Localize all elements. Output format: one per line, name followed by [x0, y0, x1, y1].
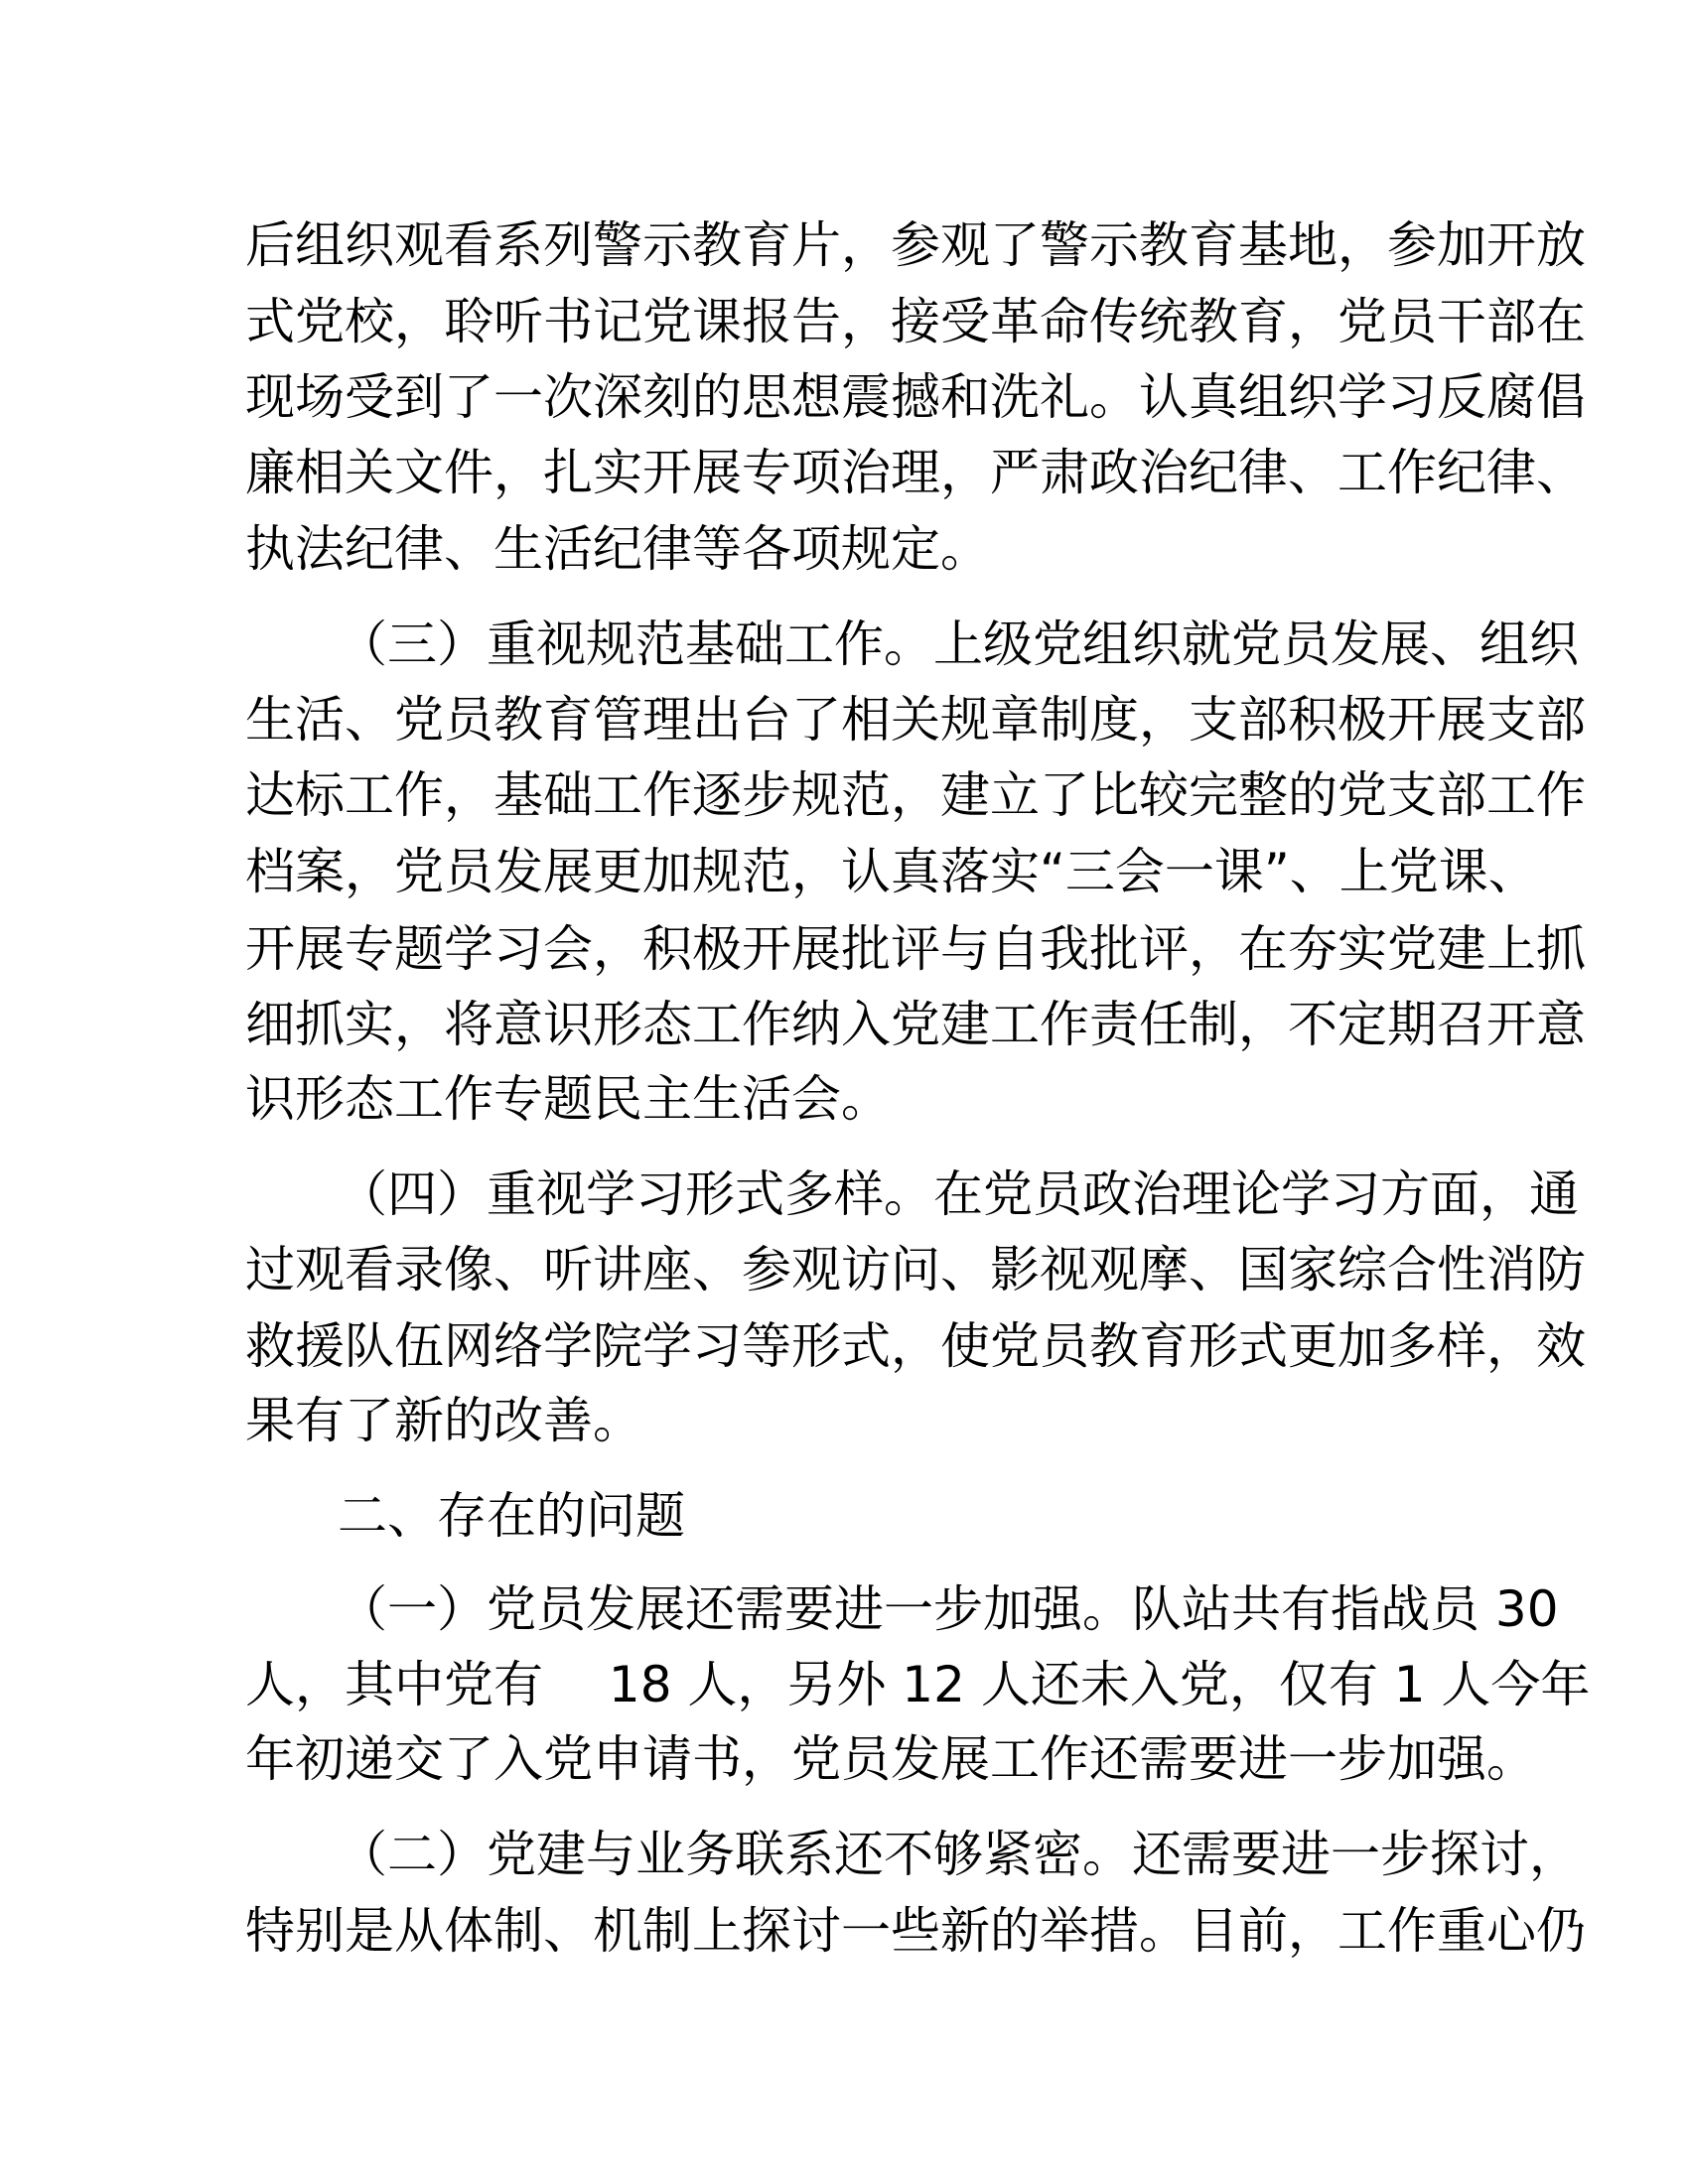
text-line: 达标工作，基础工作逐步规范，建立了比较完整的党支部工作 — [245, 766, 1586, 824]
text-line: 档案，党员发展更加规范，认真落实“三会一课”、上党课、 — [245, 843, 1538, 900]
text-line: 过观看录像、听讲座、参观访问、影视观摩、国家综合性消防 — [245, 1241, 1586, 1298]
text-line: 特别是从体制、机制上探讨一些新的举措。目前，工作重心仍 — [245, 1902, 1586, 1960]
text-line: 执法纪律、生活纪律等各项规定。 — [245, 520, 990, 578]
text-line: 廉相关文件，扎实开展专项治理，严肃政治纪律、工作纪律、 — [245, 444, 1586, 501]
text-line: 式党校，聆听书记党课报告，接受革命传统教育，党员干部在 — [245, 293, 1586, 350]
text-line: （三）重视规范基础工作。上级党组织就党员发展、组织 — [338, 615, 1579, 673]
text-line: 细抓实，将意识形态工作纳入党建工作责任制，不定期召开意 — [245, 996, 1586, 1053]
text-line: 年初递交了入党申请书，党员发展工作还需要进一步加强。 — [245, 1730, 1536, 1788]
text-line: 人，其中党有 18 人，另外 12 人还未入党，仅有 1 人今年 — [245, 1656, 1591, 1713]
text-line: 救援队伍网络学院学习等形式，使党员教育形式更加多样，效 — [245, 1317, 1586, 1375]
text-line: 开展专题学习会，积极开展批评与自我批评，在夯实党建上抓 — [245, 920, 1586, 978]
text-line: 识形态工作专题民主生活会。 — [245, 1070, 891, 1128]
text-line: 果有了新的改善。 — [245, 1392, 642, 1449]
text-line: 后组织观看系列警示教育片，参观了警示教育基地，参加开放 — [245, 216, 1586, 274]
text-line: （二）党建与业务联系还不够紧密。还需要进一步探讨， — [338, 1826, 1579, 1883]
text-line: 二、存在的问题 — [338, 1487, 685, 1545]
text-line: （四）重视学习形式多样。在党员政治理论学习方面，通 — [338, 1165, 1579, 1223]
text-line: 现场受到了一次深刻的思想震撼和洗礼。认真组织学习反腐倡 — [245, 368, 1586, 426]
text-line: （一）党员发展还需要进一步加强。队站共有指战员 30 — [338, 1580, 1559, 1638]
text-line: 生活、党员教育管理出台了相关规章制度，支部积极开展支部 — [245, 691, 1586, 749]
